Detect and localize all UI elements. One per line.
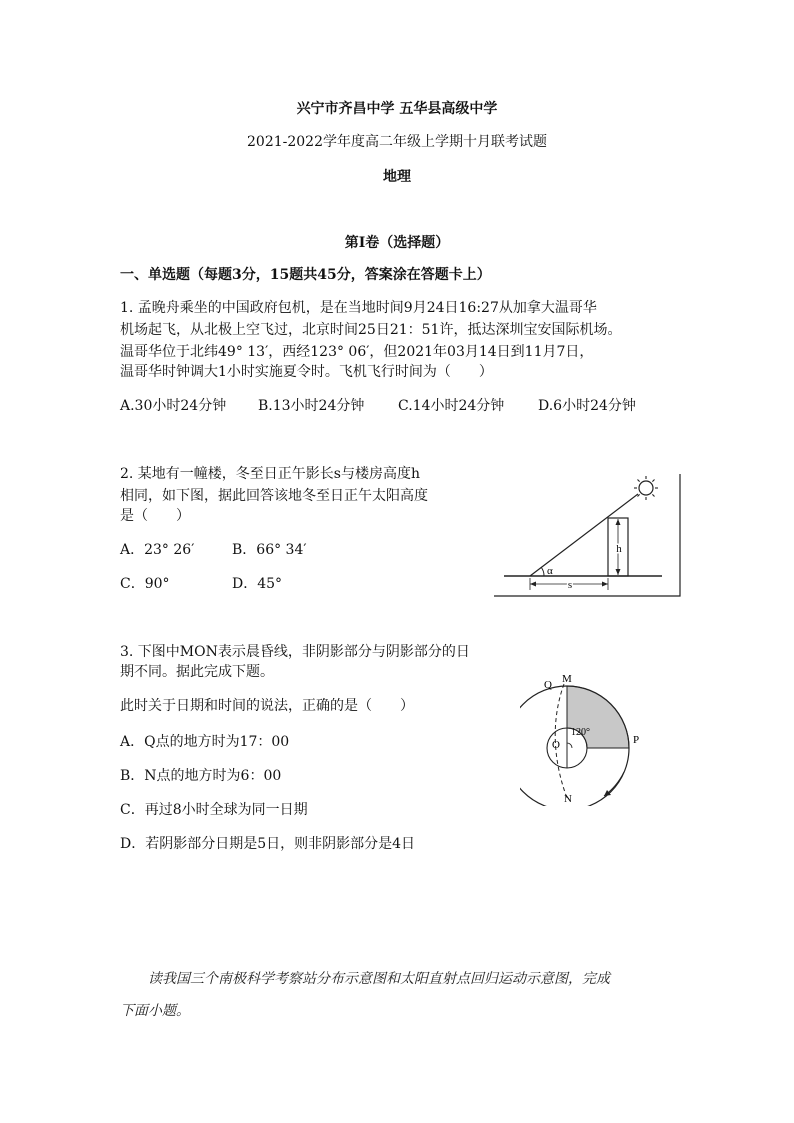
- q3-option-a: A．Q点的地方时为17：00: [120, 734, 290, 750]
- q1-option-b: B.13小时24分钟: [258, 398, 365, 414]
- q2-line-3: 是（ ）: [120, 508, 190, 524]
- s-arrow-left: [530, 582, 536, 587]
- section-heading: 一、单选题（每题3分，15题共45分，答案涂在答题卡上）: [120, 267, 491, 283]
- q1-line-3: 温哥华位于北纬49° 13′，西经123° 06′，但2021年03月14日到11月7日，: [120, 344, 594, 360]
- q1-option-c: C.14小时24分钟: [398, 398, 505, 414]
- label-m: M: [562, 673, 572, 685]
- label-n: N: [564, 793, 572, 805]
- passage-line-1: 读我国三个南极科学考察站分布示意图和太阳直射点回归运动示意图，完成: [148, 971, 610, 987]
- alpha-label: α: [547, 565, 553, 577]
- exam-title: 2021-2022学年度高二年级上学期十月联考试题: [247, 134, 547, 150]
- angle-arc: [541, 567, 544, 576]
- q2-option-d: D．45°: [232, 576, 283, 592]
- q3-line-1: 3. 下图中MON表示晨昏线，非阴影部分与阴影部分的日: [120, 644, 470, 660]
- s-arrow-right: [602, 582, 608, 587]
- q1-line-2: 机场起飞，从北极上空飞过，北京时间25日21：51许，抵达深圳宝安国际机场。: [120, 322, 622, 338]
- school-names: 兴宁市齐昌中学 五华县高级中学: [296, 101, 498, 117]
- q3-option-b: B．N点的地方时为6：00: [120, 768, 282, 784]
- label-o: O: [552, 739, 560, 751]
- terminator-figure: [520, 668, 660, 806]
- sun-ray: [530, 494, 638, 576]
- q1-line-1: 1. 孟晚舟乘坐的中国政府包机，是在当地时间9月24日16:27从加拿大温哥华: [120, 300, 597, 316]
- q2-line-1: 2. 某地有一幢楼，冬至日正午影长s与楼房高度h: [120, 466, 421, 482]
- q1-option-d: D.6小时24分钟: [538, 398, 636, 414]
- shadow-label: s: [567, 579, 573, 591]
- q2-option-c: C．90°: [120, 576, 170, 592]
- height-arrow-bottom: [616, 569, 621, 575]
- label-p: P: [633, 734, 640, 746]
- part-title: 第I卷（选择题）: [344, 235, 450, 251]
- q2-option-a: A．23° 26′: [120, 542, 195, 558]
- q1-line-4: 温哥华时钟调大1小时实施夏令时。飞机飞行时间为（ ）: [120, 364, 493, 380]
- q2-line-2: 相同，如下图，据此回答该地冬至日正午太阳高度: [120, 488, 428, 504]
- q3-line-2: 期不同。据此完成下题。: [120, 664, 274, 680]
- q3-option-c: C．再过8小时全球为同一日期: [120, 802, 308, 818]
- shaded-region: [567, 686, 629, 748]
- label-q: Q: [544, 679, 552, 691]
- passage-line-2: 下面小题。: [120, 1003, 190, 1019]
- angle-arc-120: [567, 743, 572, 748]
- q2-option-b: B．66° 34′: [232, 542, 307, 558]
- sun-icon: [634, 476, 658, 500]
- height-label: h: [616, 543, 622, 555]
- q1-option-a: A.30小时24分钟: [120, 398, 227, 414]
- height-arrow-top: [616, 519, 621, 525]
- subject-title: 地理: [383, 169, 411, 185]
- building-shadow-figure: [490, 470, 684, 600]
- q3-option-d: D．若阴影部分日期是5日，则非阴影部分是4日: [120, 836, 416, 852]
- label-angle: 120°: [571, 727, 590, 738]
- q3-question: 此时关于日期和时间的说法，正确的是（ ）: [120, 698, 414, 714]
